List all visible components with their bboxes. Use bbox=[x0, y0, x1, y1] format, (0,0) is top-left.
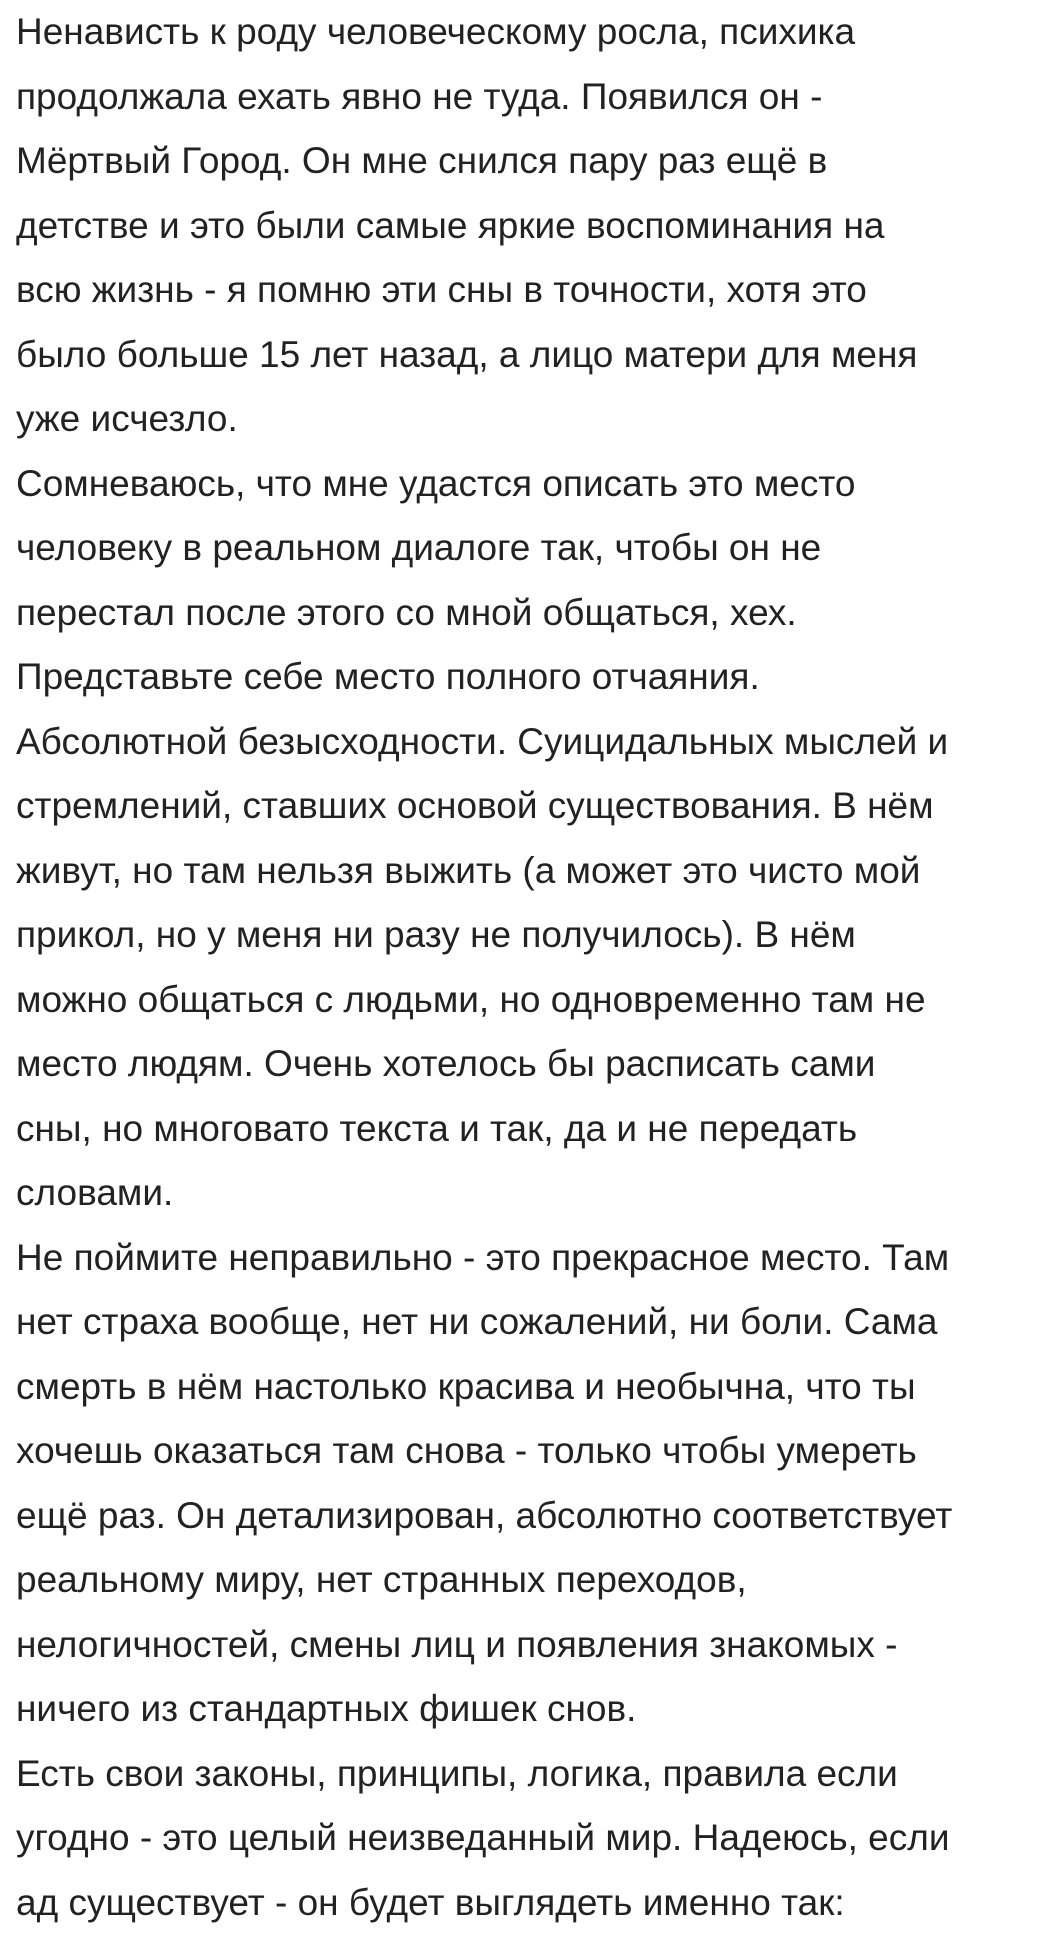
text-line: нелогичностей, смены лиц и появления знакомых - bbox=[16, 1613, 1031, 1678]
text-line: Ненависть к роду человеческому росла, психика bbox=[16, 0, 1031, 65]
paragraph-4 bbox=[16, 1742, 1031, 1935]
text-line: ничего из стандартных фишек снов. bbox=[16, 1677, 1031, 1742]
text-line: можно общаться с людьми, но одновременно там не bbox=[16, 968, 1031, 1033]
text-line: Есть свои законы, принципы, логика, правила если bbox=[16, 1742, 1031, 1807]
text-line: перестал после этого со мной общаться, хех. bbox=[16, 581, 1031, 646]
text-line: всю жизнь - я помню эти сны в точности, хотя это bbox=[16, 258, 1031, 323]
text-line: было больше 15 лет назад, а лицо матери для меня bbox=[16, 323, 1031, 388]
text-line: ещё раз. Он детализирован, абсолютно соответствует bbox=[16, 1484, 1031, 1549]
text-line: уже исчезло. bbox=[16, 387, 1031, 452]
text-line: Не поймите неправильно - это прекрасное место. Там bbox=[16, 1226, 1031, 1291]
text-line: смерть в нём настолько красива и необычна, что ты bbox=[16, 1355, 1031, 1420]
text-line: продолжала ехать явно не туда. Появился он - bbox=[16, 65, 1031, 130]
text-line: угодно - это целый неизведанный мир. Надеюсь, если bbox=[16, 1806, 1031, 1871]
text-line: место людям. Очень хотелось бы расписать сами bbox=[16, 1032, 1031, 1097]
text-line: нет страха вообще, нет ни сожалений, ни боли. Сама bbox=[16, 1290, 1031, 1355]
paragraph-1 bbox=[16, 0, 1031, 452]
text-line: сны, но многовато текста и так, да и не передать bbox=[16, 1097, 1031, 1162]
text-line: детстве и это были самые яркие воспоминания на bbox=[16, 194, 1031, 259]
paragraph-2 bbox=[16, 452, 1031, 1226]
text-line: ад существует - он будет выглядеть именно так: bbox=[16, 1871, 1031, 1935]
text-line: Мёртвый Город. Он мне снился пару раз ещё в bbox=[16, 129, 1031, 194]
text-line: человеку в реальном диалоге так, чтобы он не bbox=[16, 516, 1031, 581]
text-line: стремлений, ставших основой существования. В нём bbox=[16, 774, 1031, 839]
text-line: прикол, но у меня ни разу не получилось). В нём bbox=[16, 903, 1031, 968]
text-line: хочешь оказаться там снова - только чтобы умереть bbox=[16, 1419, 1031, 1484]
paragraph-3 bbox=[16, 1226, 1031, 1742]
text-line: Сомневаюсь, что мне удастся описать это место bbox=[16, 452, 1031, 517]
document-body bbox=[16, 0, 1031, 1935]
text-line: живут, но там нельзя выжить (а может это чисто мой bbox=[16, 839, 1031, 904]
text-line: реальному миру, нет странных переходов, bbox=[16, 1548, 1031, 1613]
text-line: словами. bbox=[16, 1161, 1031, 1226]
text-line: Абсолютной безысходности. Суицидальных мыслей и bbox=[16, 710, 1031, 775]
text-line: Представьте себе место полного отчаяния. bbox=[16, 645, 1031, 710]
